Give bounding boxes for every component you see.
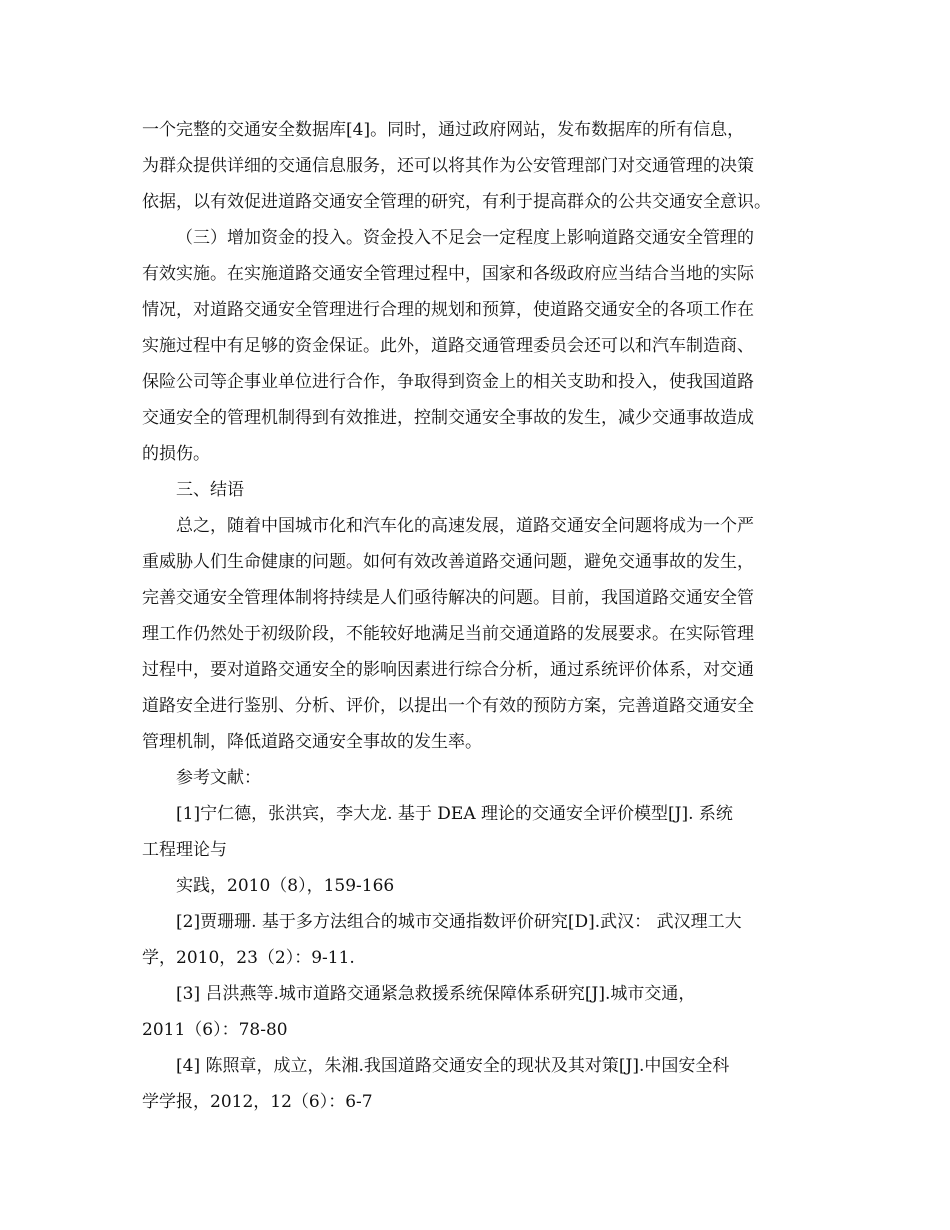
- body-text-line: 保险公司等企事业单位进行合作，争取得到资金上的相关支助和投入，使我国道路: [142, 372, 754, 392]
- body-text-line: 实施过程中有足够的资金保证。此外，道路交通管理委员会还可以和汽车制造商、: [142, 336, 754, 356]
- body-text-line: 管理机制，降低道路交通安全事故的发生率。: [142, 732, 482, 752]
- reference-line: 学学报，2012，12（6）：6-7: [142, 1092, 373, 1112]
- reference-line: 学，2010，23（2）：9-11.: [142, 948, 355, 968]
- body-text-line: 总之，随着中国城市化和汽车化的高速发展，道路交通安全问题将成为一个严: [176, 516, 754, 536]
- body-text-line: 依据，以有效促进道路交通安全管理的研究，有利于提高群众的公共交通安全意识。: [142, 192, 771, 212]
- body-text-line: 过程中，要对道路交通安全的影响因素进行综合分析，通过系统评价体系，对交通: [142, 660, 754, 680]
- body-text-line: 完善交通安全管理体制将持续是人们亟待解决的问题。目前，我国道路交通安全管: [142, 588, 754, 608]
- body-text-line: 一个完整的交通安全数据库[4]。同时，通过政府网站，发布数据库的所有信息，: [142, 120, 745, 140]
- reference-line: 工程理论与: [142, 840, 227, 860]
- body-text-line: 有效实施。在实施道路交通安全管理过程中，国家和各级政府应当结合当地的实际: [142, 264, 754, 284]
- section-heading: 三、结语: [176, 480, 244, 500]
- reference-line: [3] 吕洪燕等.城市道路交通紧急救援系统保障体系研究[J].城市交通，: [176, 984, 696, 1004]
- body-text-line: 交通安全的管理机制得到有效推进，控制交通安全事故的发生，减少交通事故造成: [142, 408, 754, 428]
- body-text-line: 重威胁人们生命健康的问题。如何有效改善道路交通问题，避免交通事故的发生，: [142, 552, 754, 572]
- body-text-line: 的损伤。: [142, 444, 210, 464]
- references-heading: 参考文献：: [176, 768, 261, 788]
- reference-line: [1]宁仁德，张洪宾，李大龙. 基于 DEA 理论的交通安全评价模型[J]. 系统: [176, 804, 733, 824]
- body-text-line: 为群众提供详细的交通信息服务，还可以将其作为公安管理部门对交通管理的决策: [142, 156, 754, 176]
- body-text-line: 道路安全进行鉴别、分析、评价，以提出一个有效的预防方案，完善道路交通安全: [142, 696, 754, 716]
- body-text-line: 情况，对道路交通安全管理进行合理的规划和预算，使道路交通安全的各项工作在: [142, 300, 754, 320]
- body-text-line: （三）增加资金的投入。资金投入不足会一定程度上影响道路交通安全管理的: [176, 228, 754, 248]
- reference-line: [2]贾珊珊. 基于多方法组合的城市交通指数评价研究[D].武汉： 武汉理工大: [176, 912, 742, 932]
- body-text-line: 理工作仍然处于初级阶段，不能较好地满足当前交通道路的发展要求。在实际管理: [142, 624, 754, 644]
- reference-line: 实践，2010（8），159-166: [176, 876, 395, 896]
- reference-line: 2011（6）：78-80: [142, 1020, 288, 1040]
- reference-line: [4] 陈照章，成立，朱湘.我国道路交通安全的现状及其对策[J].中国安全科: [176, 1056, 730, 1076]
